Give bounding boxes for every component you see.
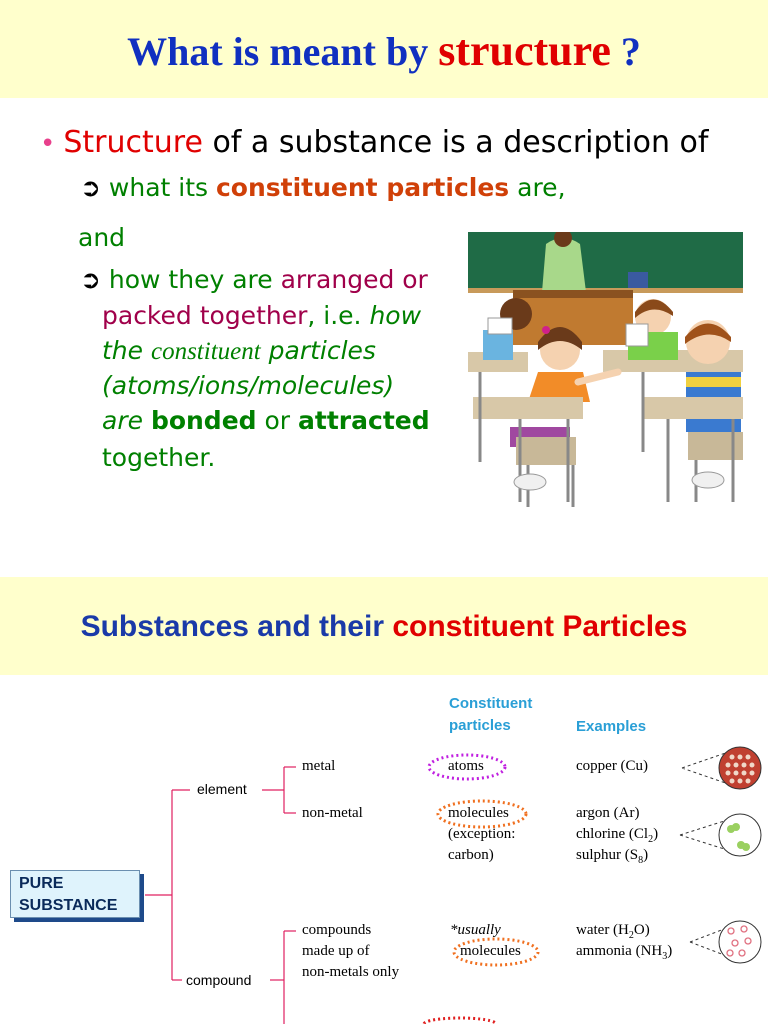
exception-label: (exception: xyxy=(448,826,516,842)
arrow-icon: ➲ xyxy=(80,265,101,294)
non-metal-label: non-metal xyxy=(302,805,363,821)
point-arrangement-line4: (atoms/ions/molecules) xyxy=(102,371,395,400)
classroom-illustration xyxy=(468,232,743,510)
ammonia-example: ammonia $(NH_3)$ xyxy=(576,943,673,962)
carbon-label: carbon) xyxy=(448,847,494,863)
chlorine-example: chlorine $(Cl_2)$ xyxy=(576,826,659,845)
point-constituents: ➲ what its constituent particles are, xyxy=(80,173,566,202)
col-header-examples: Examples xyxy=(576,718,647,735)
point-arrangement-line5: are bonded or attracted xyxy=(102,406,430,435)
pure-substance-box: PURE SUBSTANCE xyxy=(10,870,140,918)
structure-definition: • Structure of a substance is a description of xyxy=(40,125,709,160)
title-highlight: structure xyxy=(438,26,611,75)
compound-label: compound xyxy=(186,972,252,988)
copper-example: copper (Cu) xyxy=(576,758,649,774)
metal-label: metal xyxy=(302,758,336,774)
arrow-icon: ➲ xyxy=(80,173,101,202)
argon-example: argon (Ar) xyxy=(576,805,640,821)
and-text: and xyxy=(78,223,126,252)
usually-label: *usually xyxy=(450,922,501,938)
point-arrangement: ➲ how they are arranged or xyxy=(80,265,428,294)
slide2-title: Substances and their constituent Particles xyxy=(80,610,688,643)
bullet-icon: • xyxy=(40,129,56,159)
chlorine-molecule-icon xyxy=(680,814,761,856)
element-label: element xyxy=(197,781,247,797)
sulphur-example: sulphur $(S_8)$ xyxy=(576,847,649,866)
water-example: water $(H_2O)$ xyxy=(576,922,650,941)
structure-term: Structure xyxy=(63,125,203,160)
molecules-label-2: molecules xyxy=(460,943,521,959)
copper-lattice-icon xyxy=(682,747,761,789)
water-molecule-icon xyxy=(690,921,761,963)
col-header-particles: Constituent particles xyxy=(449,695,533,734)
point-arrangement-line3: the constituent particles xyxy=(102,336,376,365)
atoms-label: atoms xyxy=(448,758,484,774)
constituent-particles-term: constituent particles xyxy=(215,173,510,202)
compounds-label: compounds made up of non-metals only xyxy=(302,922,400,980)
slide1-title: What is meant by structure ? xyxy=(127,26,641,75)
point-arrangement-line2: packed together, i.e. how xyxy=(102,301,422,330)
point-arrangement-line6: together. xyxy=(102,443,216,472)
ions-ring xyxy=(424,1018,496,1024)
molecules-label: molecules xyxy=(448,805,509,821)
